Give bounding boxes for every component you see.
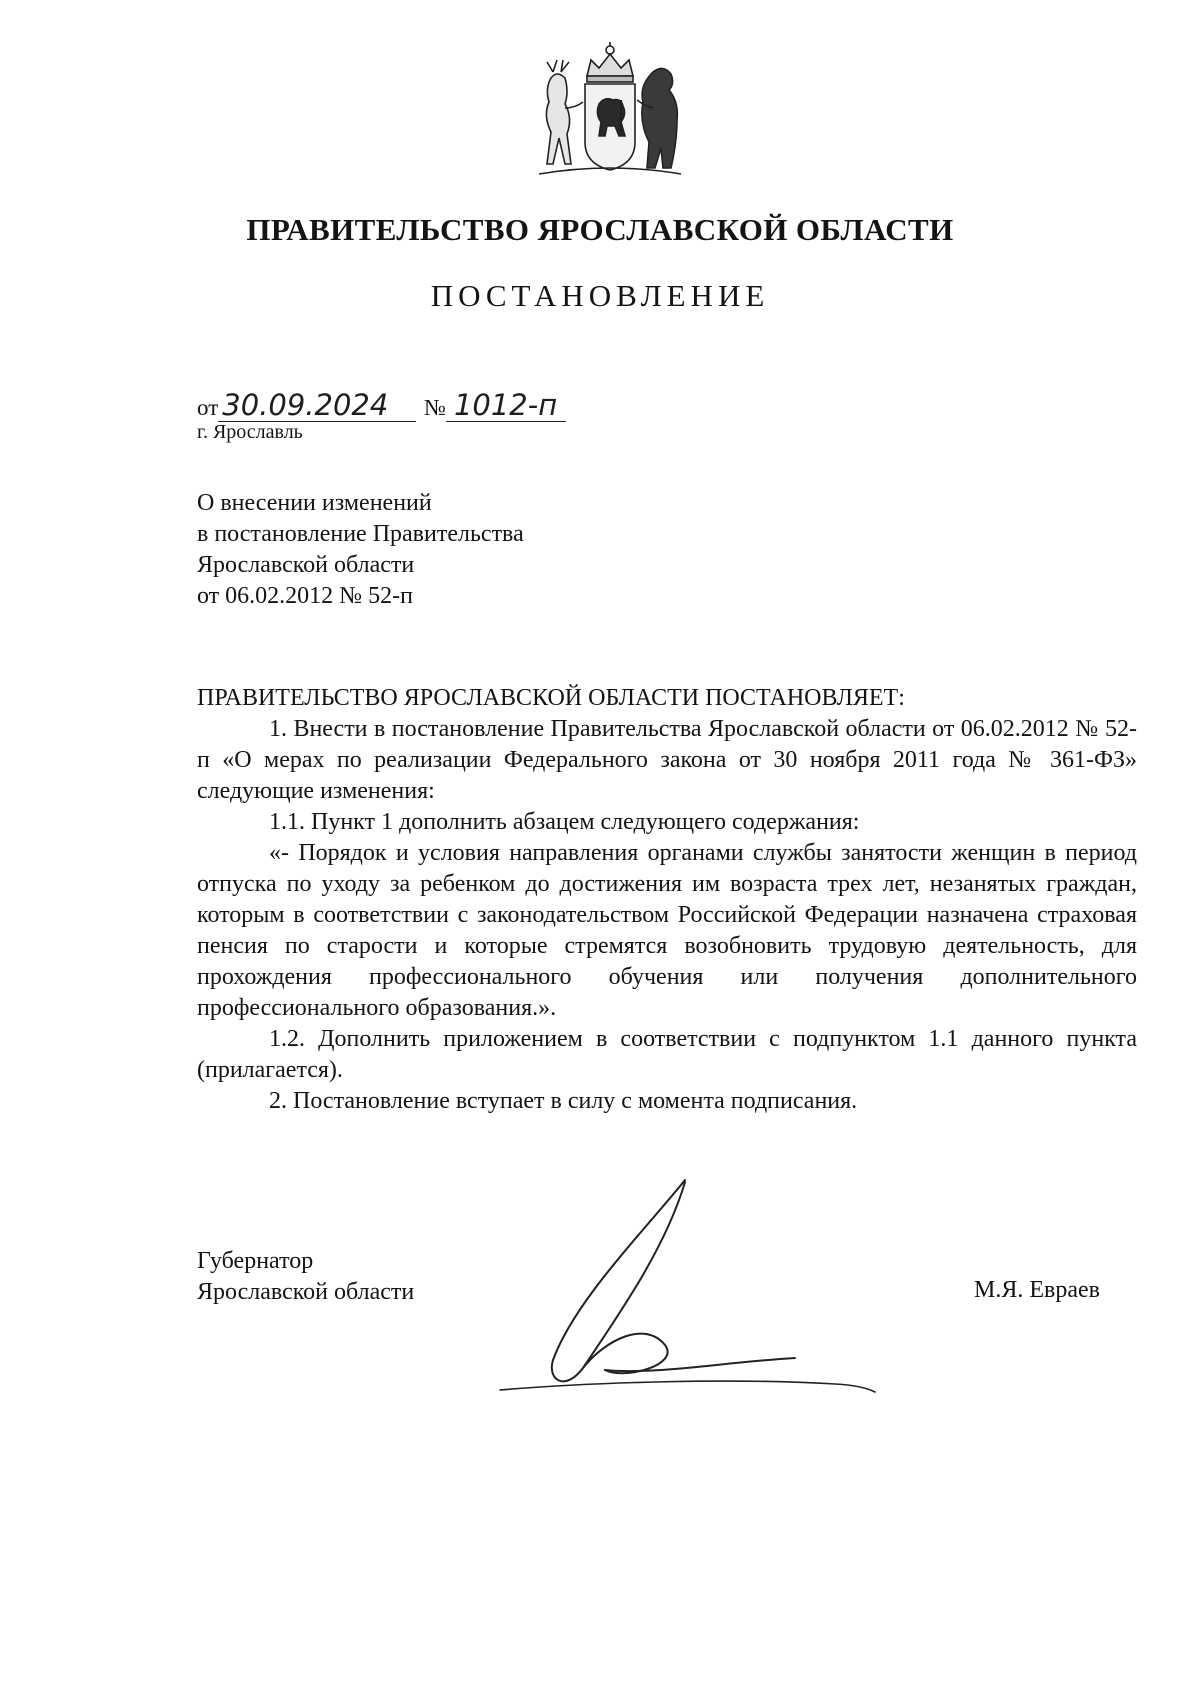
handwritten-date: 30.09.2024 xyxy=(222,388,389,422)
signer-position-line: Ярославской области xyxy=(197,1279,415,1305)
date-prefix: от xyxy=(197,395,219,420)
document-date-number xyxy=(197,388,566,422)
body-paragraph: 1.2. Дополнить приложением в соответствии с подпунктом 1.1 данного пункта (прилагается). xyxy=(197,1026,1137,1083)
body-paragraph: 1.1. Пункт 1 дополнить абзацем следующего содержания: xyxy=(269,809,860,835)
handwritten-number: 1012-п xyxy=(453,388,558,422)
city-label: г. Ярославль xyxy=(197,421,303,443)
organization-title: ПРАВИТЕЛЬСТВО ЯРОСЛАВСКОЙ ОБЛАСТИ xyxy=(246,212,954,247)
document-body xyxy=(197,683,1137,1117)
subject-line: Ярославской области xyxy=(197,552,415,578)
document-subject xyxy=(197,488,677,612)
subject-line: в постановление Правительства xyxy=(197,521,524,547)
number-field xyxy=(446,388,566,422)
handwritten-signature xyxy=(495,1170,915,1420)
signer-position xyxy=(197,1246,414,1308)
subject-line: от 06.02.2012 № 52-п xyxy=(197,583,413,609)
preamble: ПРАВИТЕЛЬСТВО ЯРОСЛАВСКОЙ ОБЛАСТИ ПОСТАНОВЛЯЕТ: xyxy=(197,685,905,711)
body-paragraph: 1. Внести в постановление Правительства Ярославской области от 06.02.2012 № 52-п «О мерах по реализации Федерального закона от 30 ноября 2011 года № 361-ФЗ» следующие изменения: xyxy=(197,716,1137,804)
signer-position-line: Губернатор xyxy=(197,1248,314,1274)
subject-line: О внесении изменений xyxy=(197,490,432,516)
document-type-title: ПОСТАНОВЛЕНИЕ xyxy=(430,278,770,313)
number-prefix: № xyxy=(424,395,446,420)
body-paragraph: 2. Постановление вступает в силу с момента подписания. xyxy=(269,1088,858,1114)
signer-name: М.Я. Евраев xyxy=(974,1277,1100,1303)
coat-of-arms-emblem xyxy=(525,38,695,180)
body-paragraph: «- Порядок и условия направления органами службы занятости женщин в период отпуска по уходу за ребенком до достижения им возраста трех лет, незанятых граждан, которым в соответствии с законодательством Российской Федерации назначена страховая пенсия по старости и которые стремятся возобновить трудовую деятельность, для прохождения профессионального обучения или получения дополнительного профессионального образования.». xyxy=(197,840,1137,1021)
date-field xyxy=(218,388,416,422)
